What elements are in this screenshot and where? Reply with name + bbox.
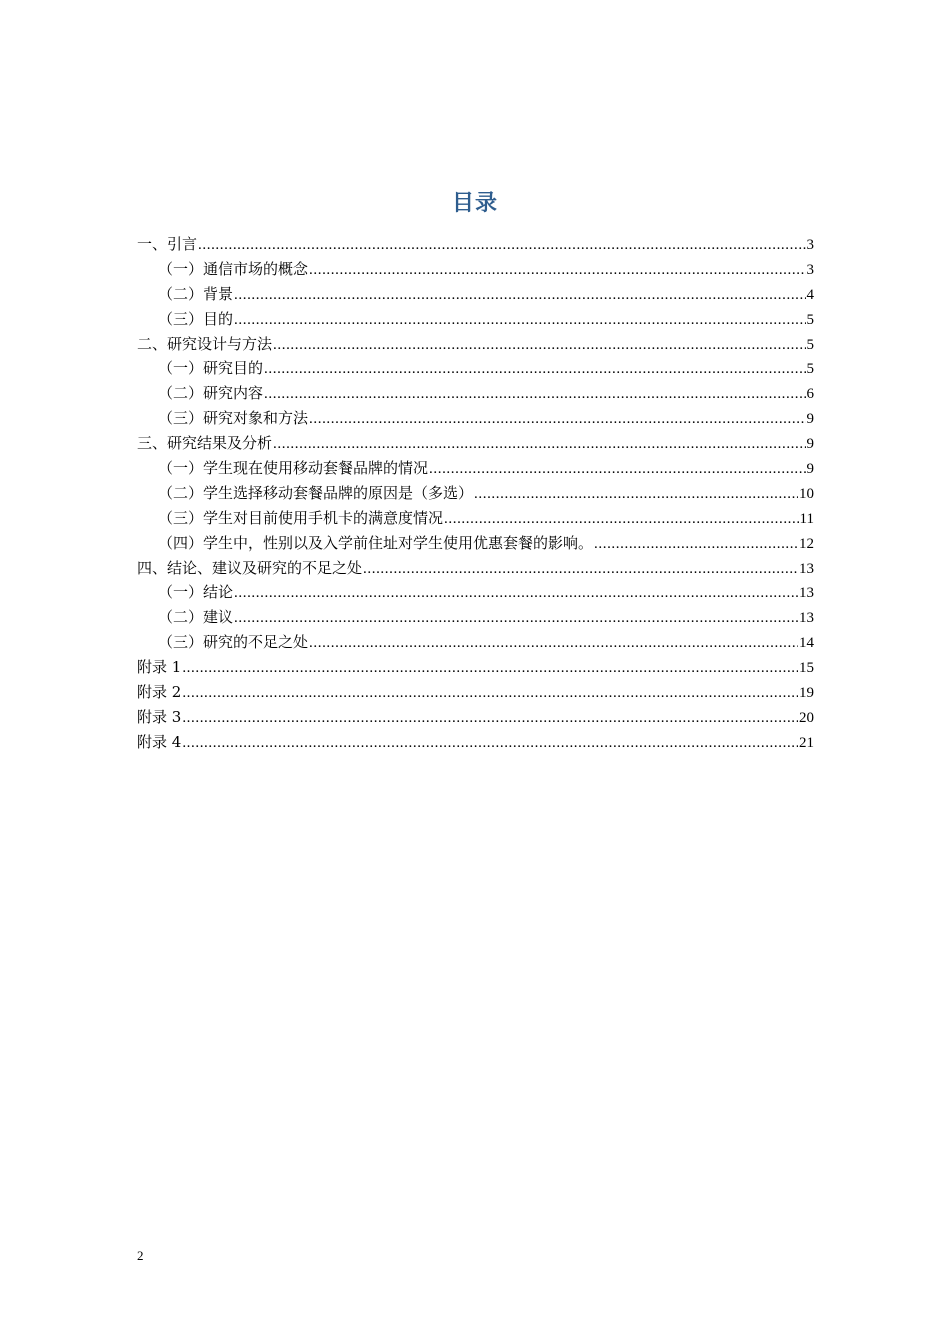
toc-entry[interactable]: [137, 556, 814, 581]
toc-dot-leader: [474, 482, 798, 507]
toc-entry[interactable]: [137, 605, 814, 630]
toc-entry[interactable]: [137, 307, 814, 332]
toc-entry-page-number: 3: [806, 261, 814, 278]
table-of-contents: [137, 232, 814, 755]
toc-dot-leader: [309, 407, 805, 432]
toc-entry[interactable]: [137, 655, 814, 680]
toc-entry-label: 附录 2: [137, 683, 182, 702]
toc-entry-page-number: 20: [799, 709, 814, 726]
toc-dot-leader: [264, 382, 805, 407]
toc-entry-page-number: 6: [806, 386, 814, 403]
toc-entry-page-number: 4: [806, 286, 814, 303]
toc-entry[interactable]: [137, 481, 814, 506]
toc-entry[interactable]: [137, 356, 814, 381]
toc-entry-page-number: 19: [799, 685, 814, 702]
toc-dot-leader: [363, 557, 798, 582]
toc-dot-leader: [234, 308, 805, 333]
toc-entry-label: 二、研究设计与方法: [137, 334, 273, 353]
toc-dot-leader: [182, 731, 798, 756]
toc-entry-label: （三）研究对象和方法: [158, 409, 309, 428]
toc-entry[interactable]: [137, 456, 814, 481]
toc-entry-page-number: 10: [799, 485, 814, 502]
toc-entry-page-number: 14: [799, 635, 814, 652]
toc-dot-leader: [309, 258, 805, 283]
toc-entry-label: 附录 4: [137, 732, 182, 751]
toc-entry-page-number: 13: [799, 560, 814, 577]
toc-entry-label: 一、引言: [137, 235, 198, 253]
toc-entry[interactable]: [137, 381, 814, 406]
toc-entry[interactable]: [137, 580, 814, 605]
toc-entry[interactable]: [137, 630, 814, 655]
toc-entry-page-number: 13: [799, 585, 814, 602]
toc-entry-label: （一）结论: [158, 583, 234, 602]
toc-entry[interactable]: [137, 332, 814, 357]
toc-entry[interactable]: [137, 680, 814, 705]
toc-entry-label: 附录 1: [137, 658, 182, 677]
toc-entry[interactable]: [137, 232, 814, 257]
toc-entry-label: （二）背景: [158, 284, 234, 303]
toc-entry-page-number: 12: [799, 535, 814, 552]
toc-dot-leader: [182, 681, 798, 706]
toc-dot-leader: [182, 656, 798, 681]
toc-entry-label: （三）学生对目前使用手机卡的满意度情况: [158, 508, 444, 527]
toc-dot-leader: [182, 706, 798, 731]
toc-entry[interactable]: [137, 506, 814, 531]
toc-entry-page-number: 9: [806, 461, 814, 478]
toc-dot-leader: [594, 532, 798, 557]
toc-entry[interactable]: [137, 282, 814, 307]
toc-dot-leader: [234, 283, 805, 308]
toc-dot-leader: [234, 606, 798, 631]
toc-entry-label: （四）学生中，性别以及入学前住址对学生使用优惠套餐的影响。: [158, 533, 594, 552]
toc-entry-page-number: 21: [799, 734, 814, 751]
toc-entry[interactable]: [137, 730, 814, 755]
page-number: 2: [137, 1248, 144, 1263]
toc-entry-label: 四、结论、建议及研究的不足之处: [137, 558, 363, 577]
page-title: 目录: [451, 191, 498, 216]
toc-dot-leader: [444, 507, 799, 532]
toc-entry-page-number: 5: [806, 336, 814, 353]
toc-entry-page-number: 3: [806, 237, 814, 253]
toc-entry[interactable]: [137, 406, 814, 431]
toc-entry-page-number: 15: [799, 660, 814, 677]
toc-entry[interactable]: [137, 431, 814, 456]
toc-entry-page-number: 9: [806, 436, 814, 453]
toc-entry-label: （三）研究的不足之处: [158, 633, 309, 652]
toc-dot-leader: [273, 432, 805, 457]
toc-entry-label: （二）建议: [158, 608, 234, 627]
toc-entry-label: （三）目的: [158, 309, 234, 328]
toc-dot-leader: [309, 631, 798, 656]
toc-entry-page-number: 9: [806, 411, 814, 428]
toc-dot-leader: [273, 333, 805, 358]
toc-entry-label: （一）通信市场的概念: [158, 259, 309, 278]
toc-entry[interactable]: [137, 257, 814, 282]
toc-dot-leader: [264, 357, 805, 382]
toc-entry[interactable]: [137, 531, 814, 556]
toc-entry[interactable]: [137, 705, 814, 730]
toc-entry-page-number: 5: [806, 311, 814, 328]
toc-dot-leader: [234, 581, 798, 606]
toc-dot-leader: [429, 457, 805, 482]
toc-entry-page-number: 13: [799, 610, 814, 627]
toc-entry-label: 三、研究结果及分析: [137, 434, 273, 453]
toc-entry-label: （二）学生选择移动套餐品牌的原因是（多选）: [158, 483, 474, 502]
toc-entry-label: （一）学生现在使用移动套餐品牌的情况: [158, 459, 429, 478]
toc-entry-label: （二）研究内容: [158, 384, 264, 403]
toc-entry-label: 附录 3: [137, 707, 182, 726]
toc-dot-leader: [198, 233, 805, 258]
toc-entry-label: （一）研究目的: [158, 359, 264, 378]
toc-entry-page-number: 5: [806, 361, 814, 378]
toc-entry-page-number: 11: [799, 510, 814, 527]
